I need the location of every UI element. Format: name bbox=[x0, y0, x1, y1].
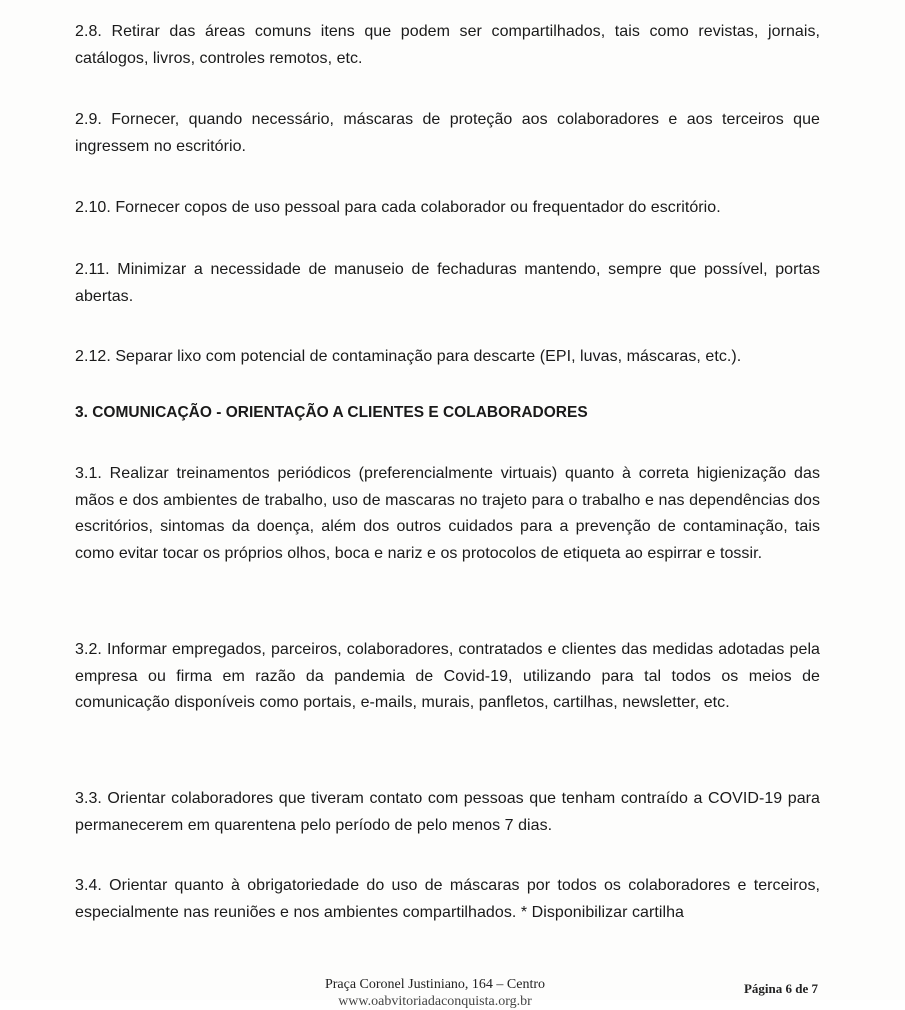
paragraph-3-2: 3.2. Informar empregados, parceiros, colaboradores, contratados e clientes das medidas adotadas pela empresa ou firma em razão da pandemia de Covid-19, utilizando para tal todos os meios de comunicação disponíveis como portais, e-mails, murais, panfletos, cartilhas, newsletter, etc. bbox=[75, 641, 820, 711]
paragraph-2-9: 2.9. Fornecer, quando necessário, máscaras de proteção aos colaboradores e aos terceiros que ingressem no escritório. bbox=[75, 111, 820, 155]
section-heading: 3. COMUNICAÇÃO - ORIENTAÇÃO A CLIENTES E COLABORADORES bbox=[75, 404, 588, 421]
paragraph-3-3: 3.3. Orientar colaboradores que tiveram contato com pessoas que tenham contraído a COVID-19 para permanecerem em quarentena pelo período de pelo menos 7 dias. bbox=[75, 790, 820, 834]
footer-website: www.oabvitoriadaconquista.org.br bbox=[338, 994, 532, 1009]
paragraph-3-1: 3.1. Realizar treinamentos periódicos (preferencialmente virtuais) quanto à correta higienização das mãos e dos ambientes de trabalho, uso de mascaras no trajeto para o trabalho e nas dependências dos escritórios, sintomas da doença, além dos outros cuidados para a prevenção de contaminação, tais como evitar tocar os próprios olhos, boca e nariz e os protocolos de etiqueta ao espirrar e tossir. bbox=[75, 465, 820, 562]
paragraph-2-12: 2.12. Separar lixo com potencial de contaminação para descarte (EPI, luvas, máscaras, etc.). bbox=[75, 348, 742, 365]
paragraph-2-10: 2.10. Fornecer copos de uso pessoal para cada colaborador ou frequentador do escritório. bbox=[75, 199, 721, 216]
footer-address bbox=[270, 976, 600, 1009]
page-number: Página 6 de 7 bbox=[743, 981, 818, 996]
footer-address-line: Praça Coronel Justiniano, 164 – Centro bbox=[324, 977, 546, 992]
paragraph-2-11: 2.11. Minimizar a necessidade de manuseio de fechaduras mantendo, sempre que possível, portas abertas. bbox=[75, 261, 820, 305]
paragraph-2-8: 2.8. Retirar das áreas comuns itens que podem ser compartilhados, tais como revistas, jornais, catálogos, livros, controles remotos, etc. bbox=[75, 23, 820, 67]
paragraph-3-4: 3.4. Orientar quanto à obrigatoriedade do uso de máscaras por todos os colaboradores e terceiros, especialmente nas reuniões e nos ambientes compartilhados. * Disponibilizar cartilha bbox=[75, 877, 820, 921]
